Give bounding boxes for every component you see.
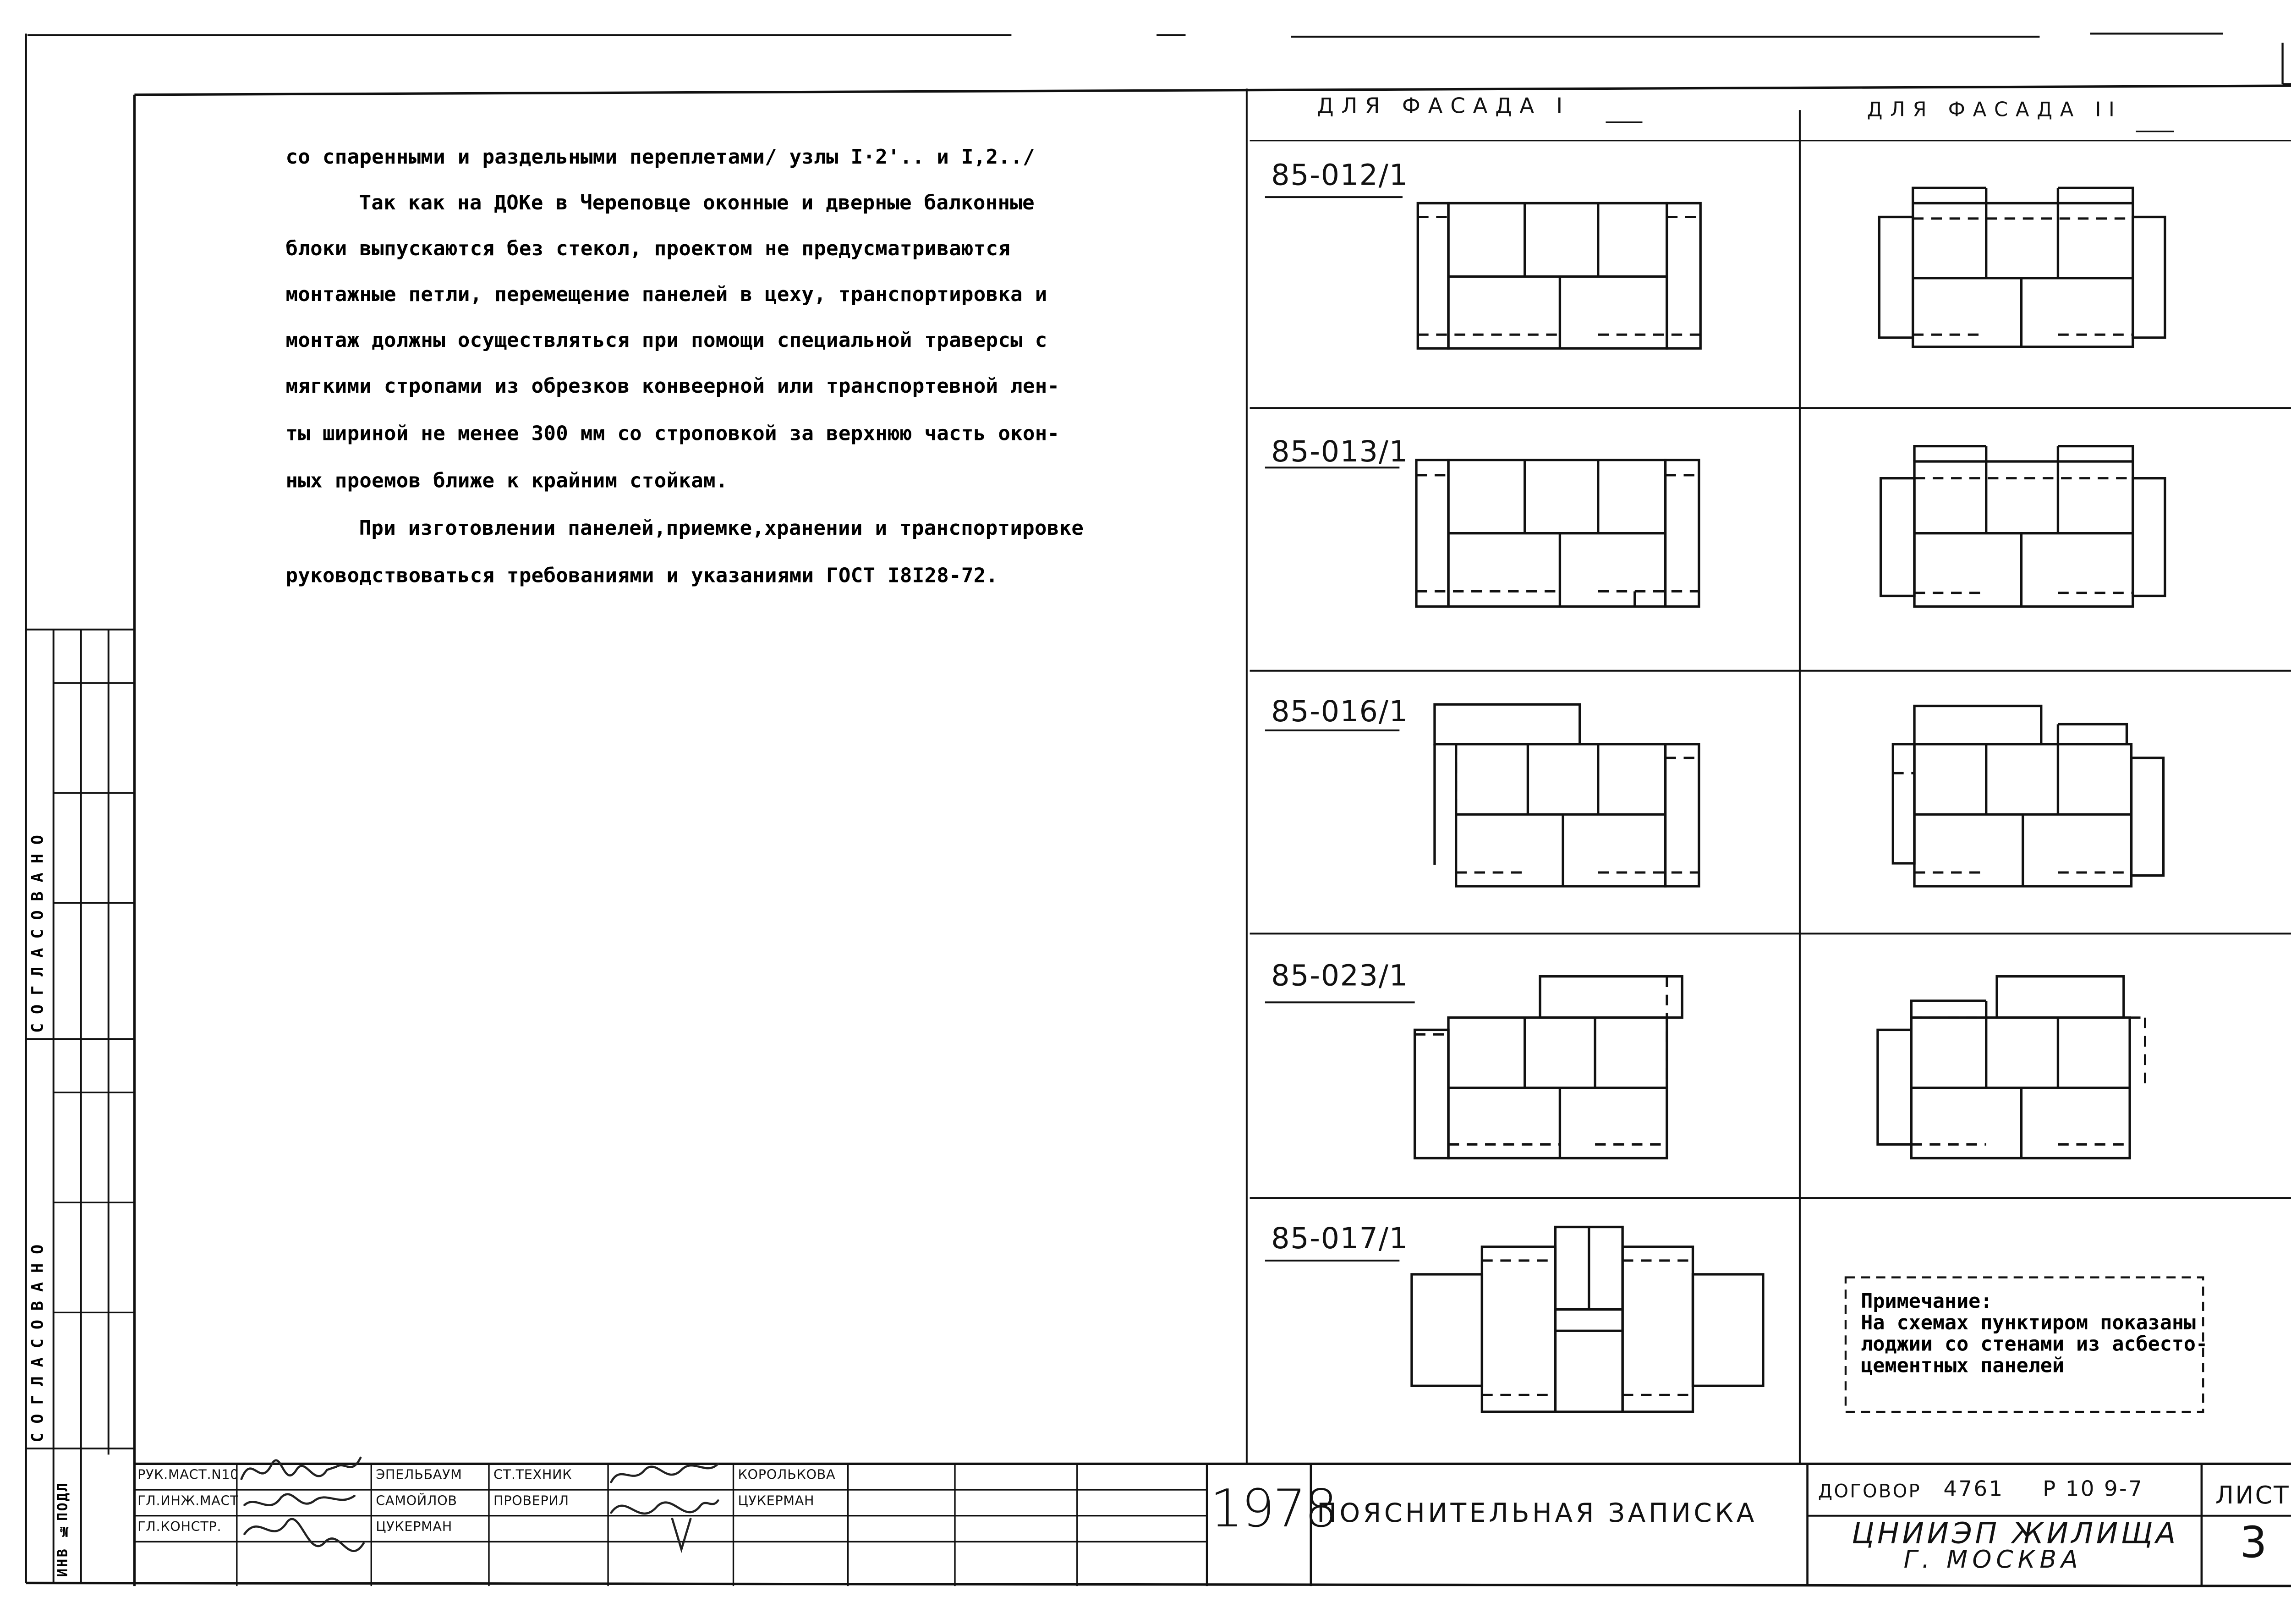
checker-name: ЦУКЕРМАН [738, 1494, 815, 1510]
contract-number: 4761 [1943, 1477, 2004, 1502]
note-title: Примечание: [1861, 1291, 1993, 1314]
checker-name: КОРОЛЬКОВА [738, 1468, 836, 1484]
scheme-label: 85-016/1 [1271, 695, 1409, 729]
text-line: монтаж должны осуществляться при помощи специальной траверсы с [285, 330, 1047, 353]
inventory-stamp: ИНВ №ПОДЛ [56, 1481, 72, 1577]
signature-name: ЭПЕЛЬБАУМ [376, 1468, 462, 1484]
text-line: ных проемов ближе к крайним стойкам. [285, 470, 728, 494]
text-line: монтажные петли, перемещение панелей в цеху, транспортировка и [285, 284, 1047, 307]
text-line: мягкими стропами из обрезков конвеерной или транспортевной лен- [285, 376, 1060, 399]
text-line: ты шириной не менее 300 мм со строповкой за верхнюю часть окон- [285, 423, 1060, 446]
scheme-label: 85-012/1 [1271, 159, 1409, 193]
document-title: ПОЯСНИТЕЛЬНАЯ ЗАПИСКА [1317, 1499, 1758, 1530]
note-line: На схемах пунктиром показаны [1861, 1312, 2196, 1336]
sheet-number: 3 [2240, 1517, 2267, 1568]
scheme-label: 85-023/1 [1271, 960, 1409, 993]
signature-role: ГЛ.КОНСТР. [137, 1520, 222, 1536]
city: Г. МОСКВА [1903, 1545, 2083, 1574]
note-line: цементных панелей [1861, 1355, 2064, 1378]
signature-name: ЦУКЕРМАН [376, 1520, 452, 1536]
header-facade-1: ДЛЯ ФАСАДА I [1317, 94, 1570, 120]
checker-role: ПРОВЕРИЛ [493, 1494, 569, 1510]
checker-role: СТ.ТЕХНИК [493, 1468, 572, 1484]
text-line: со спаренными и раздельными переплетами/ узлы I·2'.. и I,2../ [285, 147, 1035, 170]
text-line: руководствоваться требованиями и указаниями ГОСТ I8I28-72. [285, 565, 998, 588]
agreed-stamp-2: СОГЛАСОВАНО [29, 1235, 48, 1443]
scheme-label: 85-017/1 [1271, 1222, 1409, 1256]
signature-name: САМОЙЛОВ [376, 1494, 457, 1510]
header-facade-2: ДЛЯ ФАСАДА II [1867, 99, 2122, 122]
agreed-stamp-1: СОГЛАСОВАНО [29, 826, 48, 1033]
text-line: блоки выпускаются без стекол, проектом не предусматриваются [285, 238, 1011, 262]
organization: ЦНИИЭП ЖИЛИЩА [1852, 1517, 2179, 1551]
text-line: При изготовлении панелей,приемке,хранении и транспортировке [359, 518, 1084, 541]
sheet-label: ЛИСТ [2215, 1481, 2291, 1510]
contract-code: Р 10 9-7 [2043, 1477, 2144, 1502]
text-line: Так как на ДОКе в Череповце оконные и дверные балконные [359, 192, 1035, 216]
signature-role: ГЛ.ИНЖ.МАСТ [137, 1494, 239, 1510]
contract-label: ДОГОВОР [1818, 1481, 1922, 1502]
year: 1978 [1210, 1479, 1337, 1541]
scheme-label: 85-013/1 [1271, 435, 1409, 469]
signature-role: РУК.МАСТ.N10 [137, 1468, 239, 1484]
note-line: лоджии со стенами из асбесто- [1861, 1333, 2208, 1357]
